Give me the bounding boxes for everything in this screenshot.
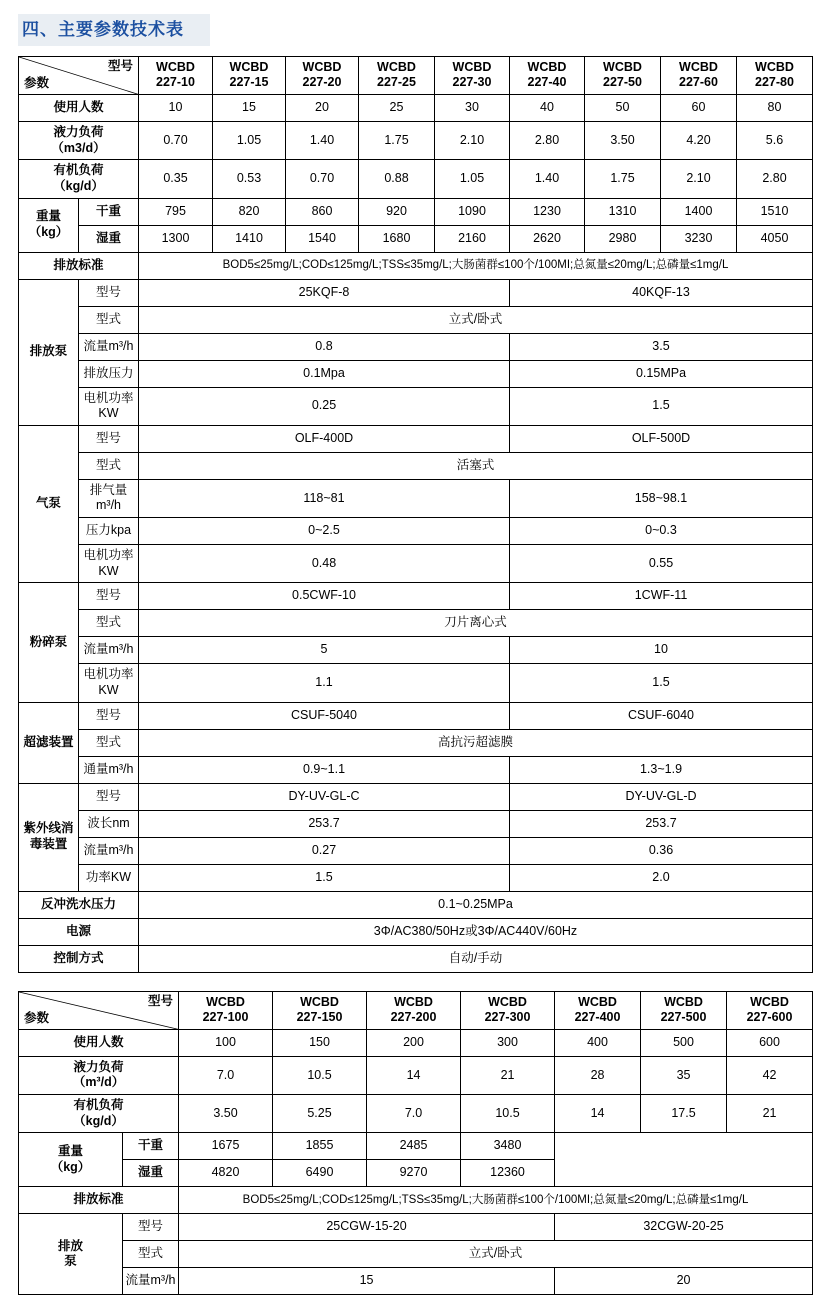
group-row-value-right: DY-UV-GL-D (510, 783, 813, 810)
group-row-label: 功率KW (79, 864, 139, 891)
cell-r1-c6: 42 (727, 1056, 813, 1094)
row-label: 有机负荷 （kg/d） (19, 1095, 179, 1133)
group-row-value-right: 40KQF-13 (510, 279, 813, 306)
cell-r2-c6: 1.75 (585, 160, 661, 198)
weight-wet-4: 2160 (435, 225, 510, 252)
table-row (19, 729, 813, 756)
weight-wet-0: 4820 (179, 1160, 273, 1187)
table1-corner-cell (19, 56, 139, 94)
group-row-value-full: 刀片离心式 (139, 610, 813, 637)
group-row-value-right: 1.5 (510, 664, 813, 702)
weight-dry-label: 干重 (79, 198, 139, 225)
group-row-label: 型式 (79, 306, 139, 333)
cell-r1-c5: 2.80 (510, 122, 585, 160)
group-row-label: 流量m³/h (79, 837, 139, 864)
model-header-7: WCBD 227-60 (661, 56, 737, 94)
row-label: 液力负荷 （m3/d） (19, 122, 139, 160)
group-row-value-right: 158~98.1 (510, 479, 813, 517)
weight-wet-1: 1410 (213, 225, 286, 252)
weight-label: 重量 （kg） (19, 198, 79, 252)
table-row (19, 452, 813, 479)
table-row (19, 387, 813, 425)
model-header-2: WCBD 227-200 (367, 991, 461, 1029)
group-row-label: 电机功率KW (79, 387, 139, 425)
table-row (19, 583, 813, 610)
weight-wet-0: 1300 (139, 225, 213, 252)
table-row (19, 1241, 813, 1268)
cell-r1-c7: 4.20 (661, 122, 737, 160)
table-row (19, 1214, 813, 1241)
weight-wet-3: 1680 (359, 225, 435, 252)
group-row-label: 排气量m³/h (79, 479, 139, 517)
cell-r2-c1: 5.25 (273, 1095, 367, 1133)
group-row-value-right: 253.7 (510, 810, 813, 837)
weight-dry-label: 干重 (123, 1133, 179, 1160)
table-footer-row-2 (19, 945, 813, 972)
group-row-label: 型号 (79, 583, 139, 610)
weight-wet-2: 9270 (367, 1160, 461, 1187)
weight-dry-1: 820 (213, 198, 286, 225)
group-row-value-right: 10 (510, 637, 813, 664)
model-header-3: WCBD 227-300 (461, 991, 555, 1029)
table-header-row (19, 56, 813, 94)
table-row (19, 1029, 813, 1056)
table-row (19, 545, 813, 583)
weight-wet-3: 12360 (461, 1160, 555, 1187)
corner-param-label: 参数 (24, 1011, 50, 1026)
cell-r1-c4: 28 (555, 1056, 641, 1094)
group-row-value-right: 0.15MPa (510, 360, 813, 387)
group-row-value-right: 1.3~1.9 (510, 756, 813, 783)
table-row-discharge-standard (19, 1187, 813, 1214)
model-header-3: WCBD 227-25 (359, 56, 435, 94)
table-row (19, 95, 813, 122)
cell-r0-c5: 500 (641, 1029, 727, 1056)
model-header-0: WCBD 227-100 (179, 991, 273, 1029)
model-header-6: WCBD 227-50 (585, 56, 661, 94)
table-row-weight-wet (19, 225, 813, 252)
table-row (19, 425, 813, 452)
group-row-label: 型号 (79, 783, 139, 810)
table-row (19, 518, 813, 545)
row-label: 使用人数 (19, 1029, 179, 1056)
footer-row-label: 控制方式 (19, 945, 139, 972)
weight-dry-1: 1855 (273, 1133, 367, 1160)
weight-dry-0: 795 (139, 198, 213, 225)
cell-r2-c8: 2.80 (737, 160, 813, 198)
weight-dry-3: 3480 (461, 1133, 555, 1160)
cell-r0-c2: 200 (367, 1029, 461, 1056)
spec-table-large-models (18, 991, 813, 1296)
group-row-value-left: CSUF-5040 (139, 702, 510, 729)
group-row-value-left: 0.1Mpa (139, 360, 510, 387)
cell-r1-c2: 1.40 (286, 122, 359, 160)
table-row (19, 1268, 813, 1295)
group-row-value-right: 1CWF-11 (510, 583, 813, 610)
weight-wet-2: 1540 (286, 225, 359, 252)
cell-r1-c2: 14 (367, 1056, 461, 1094)
table2-corner-cell (19, 991, 179, 1029)
group-row-value-left: 0.8 (139, 333, 510, 360)
cell-r1-c0: 0.70 (139, 122, 213, 160)
table-row (19, 479, 813, 517)
weight-dry-0: 1675 (179, 1133, 273, 1160)
group-row-label: 型式 (79, 452, 139, 479)
group-row-value-left: OLF-400D (139, 425, 510, 452)
cell-r0-c4: 30 (435, 95, 510, 122)
cell-r2-c5: 1.40 (510, 160, 585, 198)
group-row-value-left: 0.9~1.1 (139, 756, 510, 783)
group-row-value-right: 0~0.3 (510, 518, 813, 545)
weight-dry-6: 1310 (585, 198, 661, 225)
table-row (19, 664, 813, 702)
table-row (19, 1095, 813, 1133)
group-label-0: 排放泵 (19, 279, 79, 425)
group-row-value-left: 0~2.5 (139, 518, 510, 545)
group-row-value-left: 25KQF-8 (139, 279, 510, 306)
cell-r2-c4: 14 (555, 1095, 641, 1133)
table-row-weight-dry (19, 198, 813, 225)
cell-r1-c8: 5.6 (737, 122, 813, 160)
table-footer-row-0 (19, 891, 813, 918)
discharge-standard-label: 排放标准 (19, 252, 139, 279)
cell-r0-c1: 15 (213, 95, 286, 122)
section-heading-block (18, 14, 210, 46)
table-row (19, 637, 813, 664)
group-label-0: 排放 泵 (19, 1214, 123, 1295)
group-label-2: 粉碎泵 (19, 583, 79, 702)
table-row (19, 610, 813, 637)
group-label-3: 超滤装置 (19, 702, 79, 783)
footer-row-value: 自动/手动 (139, 945, 813, 972)
weight-wet-empty (555, 1160, 813, 1187)
group-label-1: 气泵 (19, 425, 79, 583)
group-row-label: 型号 (123, 1214, 179, 1241)
cell-r0-c5: 40 (510, 95, 585, 122)
weight-wet-label: 湿重 (79, 225, 139, 252)
cell-r1-c4: 2.10 (435, 122, 510, 160)
weight-dry-8: 1510 (737, 198, 813, 225)
group-row-label: 型号 (79, 279, 139, 306)
cell-r2-c2: 0.70 (286, 160, 359, 198)
group-row-value-right: CSUF-6040 (510, 702, 813, 729)
corner-param-label: 参数 (24, 76, 50, 91)
weight-dry-3: 920 (359, 198, 435, 225)
table-row (19, 756, 813, 783)
group-row-value-full: 高抗污超滤膜 (139, 729, 813, 756)
footer-row-value: 3Φ/AC380/50Hz或3Φ/AC440V/60Hz (139, 918, 813, 945)
table-row-weight-dry (19, 1133, 813, 1160)
table-row (19, 1056, 813, 1094)
group-row-value-right: 20 (555, 1268, 813, 1295)
row-label: 液力负荷 （m³/d） (19, 1056, 179, 1094)
table-row (19, 279, 813, 306)
cell-r0-c7: 60 (661, 95, 737, 122)
cell-r0-c3: 25 (359, 95, 435, 122)
cell-r1-c0: 7.0 (179, 1056, 273, 1094)
cell-r2-c1: 0.53 (213, 160, 286, 198)
cell-r1-c5: 35 (641, 1056, 727, 1094)
weight-wet-8: 4050 (737, 225, 813, 252)
group-row-label: 型号 (79, 702, 139, 729)
cell-r0-c4: 400 (555, 1029, 641, 1056)
discharge-standard-value: BOD5≤25mg/L;COD≤125mg/L;TSS≤35mg/L;大肠菌群≤100个/100MI;总氮量≤20mg/L;总磷量≤1mg/L (139, 252, 813, 279)
cell-r0-c8: 80 (737, 95, 813, 122)
weight-dry-2: 2485 (367, 1133, 461, 1160)
cell-r0-c3: 300 (461, 1029, 555, 1056)
table-row (19, 783, 813, 810)
cell-r2-c0: 0.35 (139, 160, 213, 198)
group-label-4: 紫外线消 毒装置 (19, 783, 79, 891)
row-label: 有机负荷 （kg/d） (19, 160, 139, 198)
table-footer-row-1 (19, 918, 813, 945)
cell-r1-c1: 10.5 (273, 1056, 367, 1094)
table-row-discharge-standard (19, 252, 813, 279)
weight-wet-label: 湿重 (123, 1160, 179, 1187)
weight-dry-2: 860 (286, 198, 359, 225)
group-row-value-left: 1.5 (139, 864, 510, 891)
group-row-label: 型式 (79, 729, 139, 756)
group-row-value-full: 立式/卧式 (139, 306, 813, 333)
group-row-label: 电机功率KW (79, 664, 139, 702)
group-row-value-right: OLF-500D (510, 425, 813, 452)
group-row-label: 排放压力 (79, 360, 139, 387)
footer-row-label: 反冲洗水压力 (19, 891, 139, 918)
page-title: 四、主要参数技术表 (22, 20, 184, 39)
group-row-label: 压力kpa (79, 518, 139, 545)
weight-wet-1: 6490 (273, 1160, 367, 1187)
model-header-6: WCBD 227-600 (727, 991, 813, 1029)
model-header-0: WCBD 227-10 (139, 56, 213, 94)
group-row-value-left: 0.48 (139, 545, 510, 583)
footer-row-label: 电源 (19, 918, 139, 945)
weight-dry-empty (555, 1133, 813, 1160)
group-row-value-right: 0.55 (510, 545, 813, 583)
cell-r0-c2: 20 (286, 95, 359, 122)
group-row-label: 通量m³/h (79, 756, 139, 783)
cell-r2-c4: 1.05 (435, 160, 510, 198)
table-row (19, 122, 813, 160)
group-row-label: 型式 (79, 610, 139, 637)
cell-r0-c0: 10 (139, 95, 213, 122)
cell-r2-c3: 10.5 (461, 1095, 555, 1133)
table-header-row (19, 991, 813, 1029)
group-row-value-right: 32CGW-20-25 (555, 1214, 813, 1241)
group-row-value-right: 0.36 (510, 837, 813, 864)
cell-r2-c0: 3.50 (179, 1095, 273, 1133)
cell-r1-c6: 3.50 (585, 122, 661, 160)
group-row-label: 型号 (79, 425, 139, 452)
group-row-value-left: 0.25 (139, 387, 510, 425)
table-row (19, 837, 813, 864)
model-header-4: WCBD 227-30 (435, 56, 510, 94)
weight-wet-6: 2980 (585, 225, 661, 252)
table-row (19, 160, 813, 198)
cell-r0-c0: 100 (179, 1029, 273, 1056)
weight-dry-5: 1230 (510, 198, 585, 225)
table-row (19, 360, 813, 387)
table-row (19, 306, 813, 333)
group-row-value-left: 25CGW-15-20 (179, 1214, 555, 1241)
group-row-label: 流量m³/h (79, 333, 139, 360)
cell-r1-c3: 21 (461, 1056, 555, 1094)
model-header-5: WCBD 227-40 (510, 56, 585, 94)
group-row-value-left: 15 (179, 1268, 555, 1295)
model-header-8: WCBD 227-80 (737, 56, 813, 94)
group-row-label: 电机功率KW (79, 545, 139, 583)
discharge-standard-label: 排放标准 (19, 1187, 179, 1214)
weight-label: 重量 （kg） (19, 1133, 123, 1187)
weight-dry-7: 1400 (661, 198, 737, 225)
cell-r2-c5: 17.5 (641, 1095, 727, 1133)
model-header-4: WCBD 227-400 (555, 991, 641, 1029)
group-row-value-left: 5 (139, 637, 510, 664)
corner-model-label: 型号 (107, 58, 133, 73)
weight-wet-7: 3230 (661, 225, 737, 252)
table-row (19, 864, 813, 891)
cell-r1-c1: 1.05 (213, 122, 286, 160)
table-row (19, 810, 813, 837)
group-row-label: 波长nm (79, 810, 139, 837)
group-row-value-left: 0.27 (139, 837, 510, 864)
table-row-weight-wet (19, 1160, 813, 1187)
model-header-5: WCBD 227-500 (641, 991, 727, 1029)
cell-r0-c6: 600 (727, 1029, 813, 1056)
group-row-value-right: 3.5 (510, 333, 813, 360)
cell-r2-c6: 21 (727, 1095, 813, 1133)
model-header-1: WCBD 227-15 (213, 56, 286, 94)
table-row (19, 333, 813, 360)
group-row-value-right: 1.5 (510, 387, 813, 425)
cell-r2-c2: 7.0 (367, 1095, 461, 1133)
group-row-label: 流量m³/h (123, 1268, 179, 1295)
group-row-value-left: DY-UV-GL-C (139, 783, 510, 810)
weight-wet-5: 2620 (510, 225, 585, 252)
weight-dry-4: 1090 (435, 198, 510, 225)
table-row (19, 702, 813, 729)
group-row-value-left: 253.7 (139, 810, 510, 837)
group-row-value-right: 2.0 (510, 864, 813, 891)
group-row-value-left: 118~81 (139, 479, 510, 517)
cell-r2-c3: 0.88 (359, 160, 435, 198)
group-row-value-left: 1.1 (139, 664, 510, 702)
group-row-value-full: 活塞式 (139, 452, 813, 479)
cell-r1-c3: 1.75 (359, 122, 435, 160)
group-row-value-full: 立式/卧式 (179, 1241, 813, 1268)
cell-r2-c7: 2.10 (661, 160, 737, 198)
cell-r0-c6: 50 (585, 95, 661, 122)
group-row-label: 型式 (123, 1241, 179, 1268)
group-row-value-left: 0.5CWF-10 (139, 583, 510, 610)
model-header-1: WCBD 227-150 (273, 991, 367, 1029)
footer-row-value: 0.1~0.25MPa (139, 891, 813, 918)
group-row-label: 流量m³/h (79, 637, 139, 664)
row-label: 使用人数 (19, 95, 139, 122)
model-header-2: WCBD 227-20 (286, 56, 359, 94)
corner-model-label: 型号 (148, 993, 174, 1008)
spec-table-small-models (18, 56, 813, 973)
cell-r0-c1: 150 (273, 1029, 367, 1056)
discharge-standard-value: BOD5≤25mg/L;COD≤125mg/L;TSS≤35mg/L;大肠菌群≤100个/100MI;总氮量≤20mg/L;总磷量≤1mg/L (179, 1187, 813, 1214)
